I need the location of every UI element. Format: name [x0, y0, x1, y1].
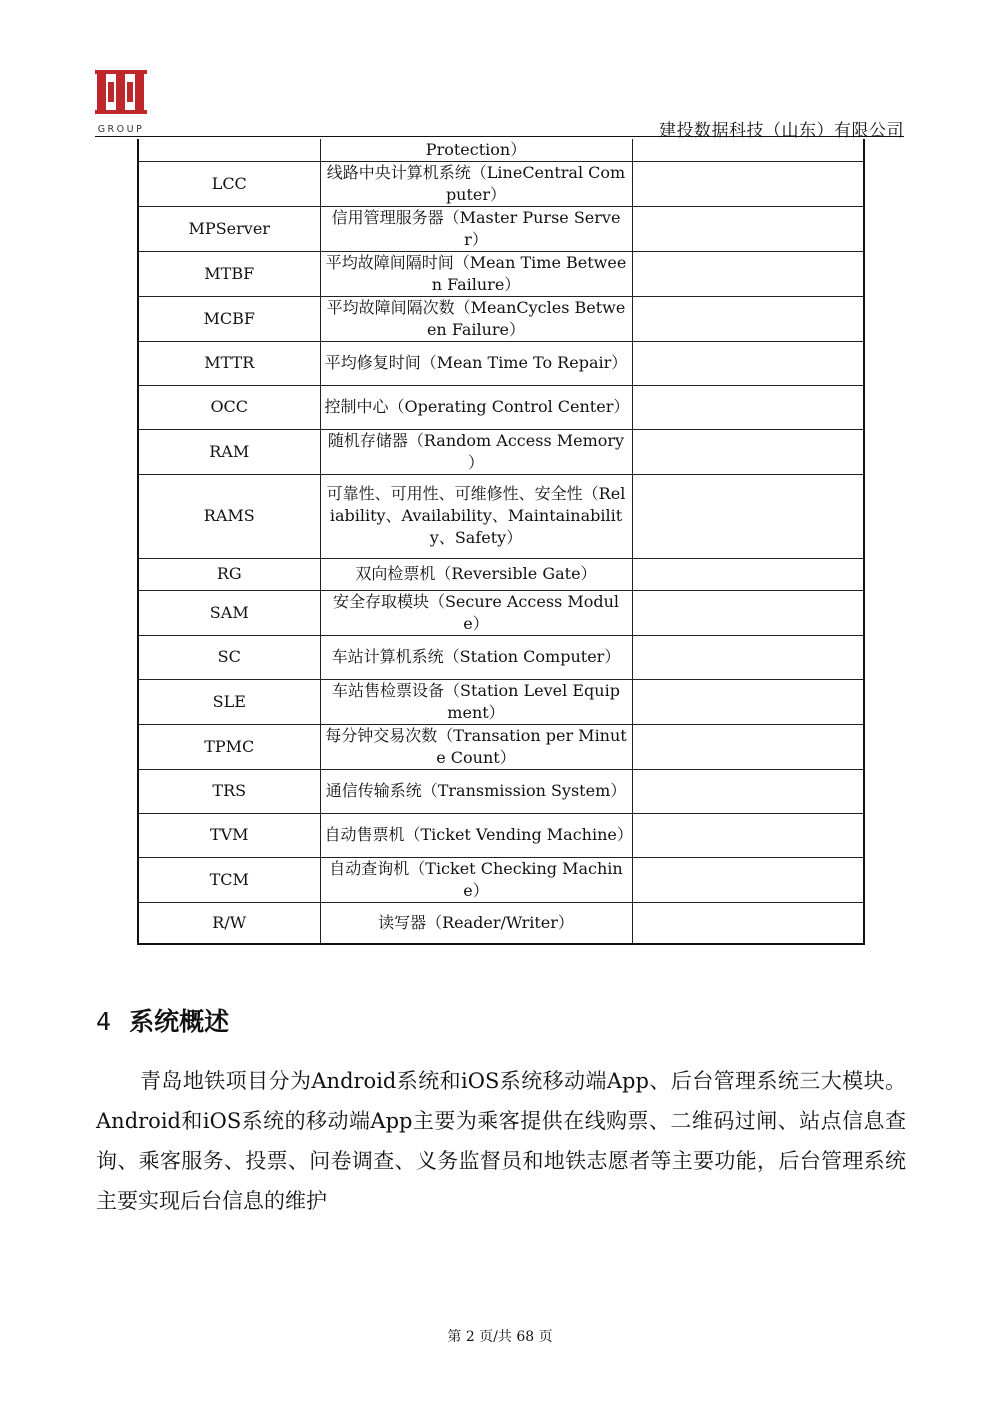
note-cell	[632, 724, 864, 769]
note-cell	[632, 857, 864, 902]
table-row	[138, 161, 864, 206]
abbreviation-cell: MTTR	[138, 341, 320, 385]
note-cell	[632, 206, 864, 251]
abbreviation-table	[137, 139, 865, 945]
note-cell	[632, 558, 864, 590]
description-cell: 每分钟交易次数（Transation per Minute Count）	[320, 724, 632, 769]
abbreviation-cell: MCBF	[138, 296, 320, 341]
description-cell: 线路中央计算机系统（LineCentral Computer）	[320, 161, 632, 206]
abbreviation-cell: RG	[138, 558, 320, 590]
description-cell: 自动售票机（Ticket Vending Machine）	[320, 813, 632, 857]
abbreviation-cell: SLE	[138, 679, 320, 724]
abbreviation-cell: OCC	[138, 385, 320, 429]
description-cell: Protection）	[320, 139, 632, 161]
note-cell	[632, 813, 864, 857]
abbreviation-cell: TPMC	[138, 724, 320, 769]
note-cell	[632, 590, 864, 635]
table-row	[138, 139, 864, 161]
abbreviation-cell: MTBF	[138, 251, 320, 296]
abbreviation-table-body	[138, 139, 864, 944]
table-row	[138, 769, 864, 813]
table-row	[138, 385, 864, 429]
table-row	[138, 857, 864, 902]
note-cell	[632, 635, 864, 679]
abbreviation-cell: RAMS	[138, 474, 320, 558]
header-rule	[95, 136, 904, 137]
table-row	[138, 679, 864, 724]
note-cell	[632, 429, 864, 474]
table-row	[138, 474, 864, 558]
abbreviation-cell: SC	[138, 635, 320, 679]
abbreviation-cell: SAM	[138, 590, 320, 635]
description-cell: 可靠性、可用性、可维修性、安全性（Reliability、Availability、Maintainability、Safety）	[320, 474, 632, 558]
section-heading	[96, 1002, 229, 1038]
note-cell	[632, 385, 864, 429]
table-row	[138, 558, 864, 590]
description-cell: 信用管理服务器（Master Purse Server）	[320, 206, 632, 251]
description-cell: 双向检票机（Reversible Gate）	[320, 558, 632, 590]
table-row	[138, 635, 864, 679]
description-cell: 读写器（Reader/Writer）	[320, 902, 632, 944]
note-cell	[632, 251, 864, 296]
abbreviation-cell: R/W	[138, 902, 320, 944]
description-cell: 控制中心（Operating Control Center）	[320, 385, 632, 429]
note-cell	[632, 139, 864, 161]
table-row	[138, 341, 864, 385]
section-title: 系统概述	[129, 1007, 230, 1036]
note-cell	[632, 769, 864, 813]
note-cell	[632, 474, 864, 558]
description-cell: 车站售检票设备（Station Level Equipment）	[320, 679, 632, 724]
page-number: 第 2 页/共 68 页	[447, 1329, 553, 1345]
abbreviation-cell: TCM	[138, 857, 320, 902]
description-cell: 通信传输系统（Transmission System）	[320, 769, 632, 813]
table-row	[138, 902, 864, 944]
description-cell: 平均修复时间（Mean Time To Repair）	[320, 341, 632, 385]
logo-text: GROUP	[97, 124, 145, 134]
note-cell	[632, 161, 864, 206]
section-paragraph: 青岛地铁项目分为Android系统和iOS系统移动端App、后台管理系统三大模块。Android和iOS系统的移动端App主要为乘客提供在线购票、二维码过闸、站点信息查询、乘客服务、投票、问卷调查、义务监督员和地铁志愿者等主要功能，后台管理系统主要实现后台信息的维护	[96, 1069, 906, 1213]
note-cell	[632, 296, 864, 341]
table-row	[138, 813, 864, 857]
company-name: 建投数据科技（山东）有限公司	[659, 121, 904, 141]
abbreviation-cell	[138, 139, 320, 161]
company-logo	[95, 70, 147, 134]
table-row	[138, 724, 864, 769]
description-cell: 随机存储器（Random Access Memory ）	[320, 429, 632, 474]
note-cell	[632, 341, 864, 385]
abbreviation-cell: TRS	[138, 769, 320, 813]
note-cell	[632, 679, 864, 724]
description-cell: 安全存取模块（Secure Access Module）	[320, 590, 632, 635]
table-row	[138, 429, 864, 474]
table-row	[138, 296, 864, 341]
description-cell: 平均故障间隔时间（Mean Time Between Failure）	[320, 251, 632, 296]
table-row	[138, 590, 864, 635]
table-row	[138, 251, 864, 296]
description-cell: 自动查询机（Ticket Checking Machine）	[320, 857, 632, 902]
description-cell: 平均故障间隔次数（MeanCycles Between Failure）	[320, 296, 632, 341]
table-row	[138, 206, 864, 251]
description-cell: 车站计算机系统（Station Computer）	[320, 635, 632, 679]
abbreviation-cell: LCC	[138, 161, 320, 206]
abbreviation-cell: TVM	[138, 813, 320, 857]
section-number: 4	[96, 1007, 112, 1036]
abbreviation-cell: MPServer	[138, 206, 320, 251]
note-cell	[632, 902, 864, 944]
abbreviation-cell: RAM	[138, 429, 320, 474]
